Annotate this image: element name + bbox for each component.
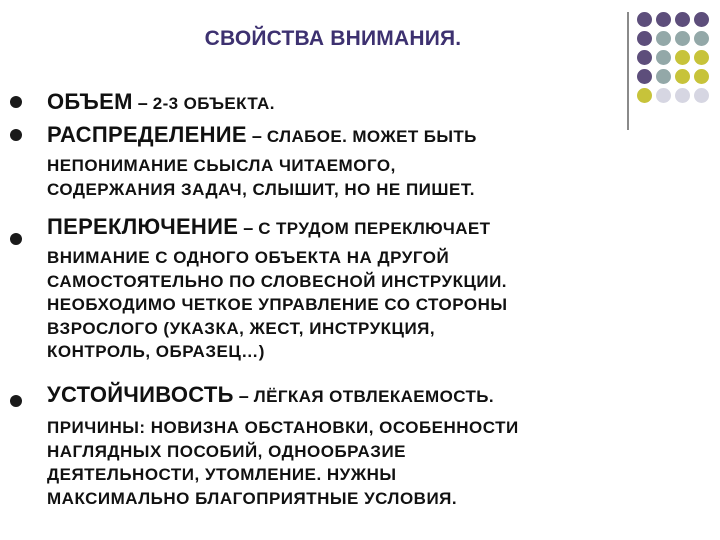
bullet-icon	[10, 233, 22, 245]
item-continuation: ВНИМАНИЕ С ОДНОГО ОБЪЕКТА НА ДРУГОЙ САМОСТОЯТЕЛЬНО ПО СЛОВЕСНОЙ ИНСТРУКЦИИ. НЕОБХОДИМО ЧЕТКОЕ УПРАВЛЕНИЕ СО СТОРОНЫ ВЗРОСЛОГО (УКАЗКА, ЖЕСТ, ИНСТРУКЦИЯ, КОНТРОЛЬ, ОБРАЗЕЦ…)	[47, 248, 508, 361]
item-description: СЛАБОЕ. МОЖЕТ БЫТЬ	[266, 127, 477, 146]
decorative-dot	[675, 50, 690, 65]
item-term: РАСПРЕДЕЛЕНИЕ	[47, 122, 247, 147]
decorative-dot	[694, 31, 709, 46]
decorative-dot	[637, 12, 652, 27]
decorative-dot	[656, 50, 671, 65]
decorative-dot	[637, 31, 652, 46]
decorative-dot	[694, 50, 709, 65]
decorative-dot	[656, 69, 671, 84]
item-separator: –	[233, 386, 254, 406]
list-item-distribution	[47, 120, 697, 201]
item-continuation: НЕПОНИМАНИЕ СЬЫСЛА ЧИТАЕМОГО, СОДЕРЖАНИЯ ЗАДАЧ, СЛЫШИТ, НО НЕ ПИШЕТ.	[47, 156, 476, 199]
list-item-stability	[47, 380, 697, 510]
decorative-dot	[675, 31, 690, 46]
decorative-dot	[675, 12, 690, 27]
bullet-icon	[10, 129, 22, 141]
bullet-icon	[10, 96, 22, 108]
item-description: 2-3 ОБЪЕКТА.	[152, 94, 275, 113]
decorative-dot	[675, 69, 690, 84]
bullet-icon	[10, 395, 22, 407]
item-separator: –	[238, 218, 259, 238]
slide-title: СВОЙСТВА ВНИМАНИЯ.	[204, 27, 462, 50]
item-continuation: ПРИЧИНЫ: НОВИЗНА ОБСТАНОВКИ, ОСОБЕННОСТИ НАГЛЯДНЫХ ПОСОБИЙ, ОДНООБРАЗИЕ ДЕЯТЕЛЬНОСТИ, УТОМЛЕНИЕ. НУЖНЫ МАКСИМАЛЬНО БЛАГОПРИЯТНЫЕ УСЛОВИЯ.	[47, 418, 519, 508]
item-separator: –	[246, 126, 267, 146]
item-description: ЛЁГКАЯ ОТВЛЕКАЕМОСТЬ.	[253, 387, 494, 406]
decorative-dot	[694, 12, 709, 27]
list-item-switching	[47, 212, 697, 364]
decorative-dot	[656, 12, 671, 27]
item-term: ПЕРЕКЛЮЧЕНИЕ	[47, 214, 239, 239]
list-item-volume	[47, 87, 697, 119]
decorative-dot	[656, 31, 671, 46]
item-description: С ТРУДОМ ПЕРЕКЛЮЧАЕТ	[258, 219, 491, 238]
decorative-dot	[637, 50, 652, 65]
item-term: УСТОЙЧИВОСТЬ	[47, 382, 234, 407]
decorative-dot	[637, 69, 652, 84]
decorative-dot	[694, 69, 709, 84]
item-separator: –	[132, 93, 153, 113]
item-term: ОБЪЕМ	[47, 89, 133, 114]
